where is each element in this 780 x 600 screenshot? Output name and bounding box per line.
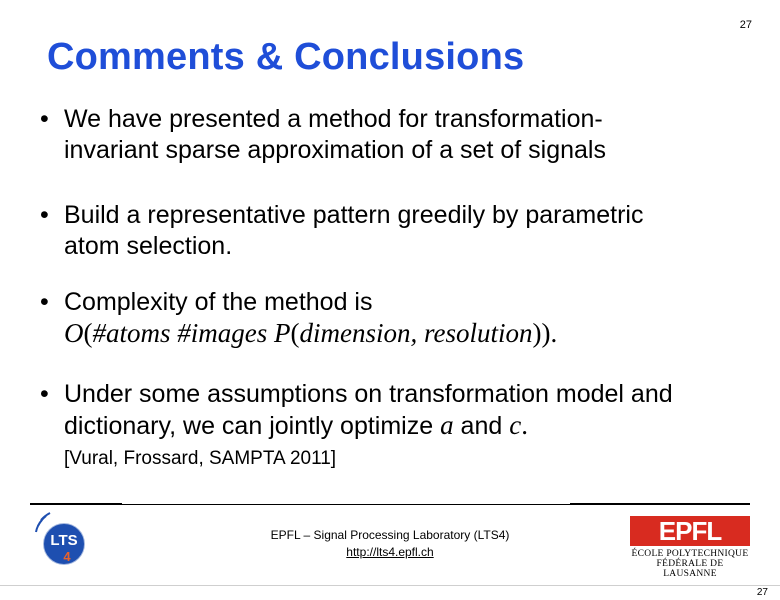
formula-paren: ( xyxy=(290,318,300,348)
slide-title: Comments & Conclusions xyxy=(47,36,525,78)
epfl-logo-line: FÉDÉRALE DE LAUSANNE xyxy=(656,559,724,579)
bullet-text: Under some assumptions on transformation model and xyxy=(64,380,673,408)
bullet-item xyxy=(38,104,606,166)
epfl-logo-word: EPFL xyxy=(658,516,722,546)
lts-logo-text: LTS xyxy=(50,532,78,549)
bullet-dot: • xyxy=(40,288,49,316)
bullet-text: Build a representative pattern greedily by parametric xyxy=(64,201,644,229)
slide-page-number: 27 xyxy=(739,19,752,31)
lts4-logo xyxy=(32,512,90,568)
footer-rule xyxy=(570,503,750,505)
bullet-text: and xyxy=(453,412,510,440)
footer-rule xyxy=(30,503,122,505)
formula-term: #atoms #images P xyxy=(92,318,291,348)
variable-a: a xyxy=(440,410,454,440)
bullet-item xyxy=(38,200,643,262)
lts-logo-number: 4 xyxy=(63,549,71,564)
bullet-item xyxy=(38,379,673,472)
bullet-text: atom selection. xyxy=(64,232,233,260)
variable-c: c xyxy=(509,410,522,440)
formula-paren: )). xyxy=(532,318,558,348)
bullet-text: We have presented a method for transformation- xyxy=(64,105,603,133)
footer-rule xyxy=(122,504,632,505)
formula-symbol: O xyxy=(64,318,84,348)
viewer-page-number: 27 xyxy=(756,587,768,598)
complexity-formula xyxy=(64,320,557,348)
bullet-dot: • xyxy=(40,201,49,229)
bullet-dot: • xyxy=(40,105,49,133)
bullet-dot: • xyxy=(40,380,49,408)
bullet-text: . xyxy=(521,410,528,440)
footer-link[interactable]: http://lts4.epfl.ch xyxy=(346,545,434,559)
bullet-item xyxy=(38,287,557,350)
citation: [Vural, Frossard, SAMPTA 2011] xyxy=(64,448,337,469)
bullet-text: dictionary, we can jointly optimize xyxy=(64,412,441,440)
bullet-text: Complexity of the method is xyxy=(64,288,373,316)
formula-paren: ( xyxy=(83,318,93,348)
epfl-logo-line: ÉCOLE POLYTECHNIQUE xyxy=(631,549,749,559)
bullet-text: invariant sparse approximation of a set of signals xyxy=(64,136,606,164)
epfl-logo xyxy=(630,516,750,579)
footer-org: EPFL – Signal Processing Laboratory (LTS4) xyxy=(270,528,510,542)
formula-term: dimension, resolution xyxy=(299,318,533,348)
